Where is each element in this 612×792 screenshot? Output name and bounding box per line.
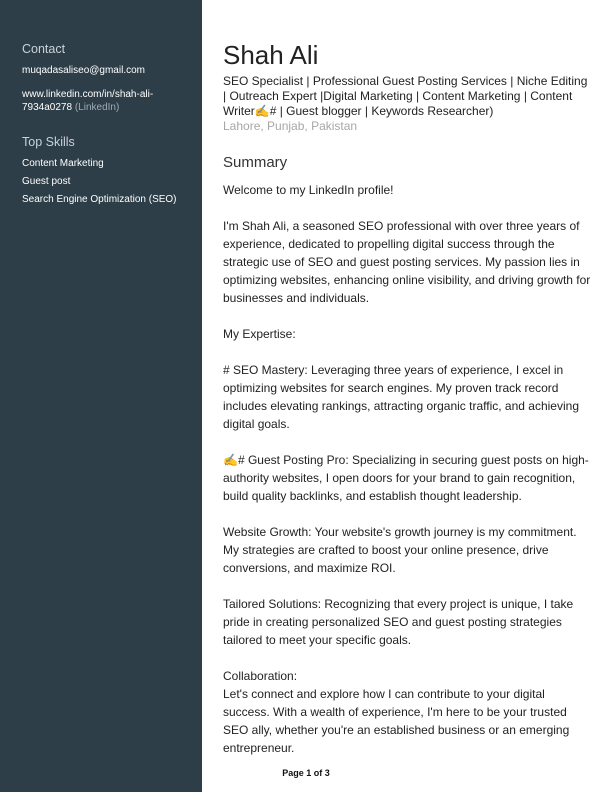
contact-heading: Contact — [22, 42, 66, 56]
sidebar — [0, 0, 202, 792]
skill-item: Search Engine Optimization (SEO) — [22, 194, 177, 205]
skill-item: Guest post — [22, 176, 71, 187]
summary-paragraph: Let's connect and explore how I can contribute to your digital success. With a wealth of experience, I'm here to be your trusted SEO ally, whether you're an established business or an emerging entrepreneur. — [223, 687, 570, 755]
linkedin-label: (LinkedIn) — [74, 102, 120, 113]
linkedin-link[interactable] — [22, 88, 192, 114]
page-footer — [0, 768, 612, 778]
summary-paragraph: My Expertise: — [223, 327, 296, 341]
email-link[interactable]: muqadasaliseo@gmail.com — [22, 65, 145, 76]
profile-location: Lahore, Punjab, Pakistan — [223, 119, 358, 133]
summary-paragraph: Tailored Solutions: Recognizing that every project is unique, I take pride in creating personalized SEO and guest posting strategies tailored to meet your specific goals. — [223, 597, 574, 647]
summary-body — [223, 181, 593, 775]
summary-title: Summary — [223, 154, 288, 171]
summary-paragraph: ✍# Guest Posting Pro: Specializing in securing guest posts on high-authority websites, I open doors for your brand to gain recognition, build quality backlinks, and establish thought leadership. — [223, 453, 589, 503]
page-number: Page 1 of 3 — [282, 768, 330, 778]
summary-paragraph: I'm Shah Ali, a seasoned SEO professional with over three years of experience, dedicated to propelling digital success through the strategic use of SEO and guest posting services. My passion lies in optimizing websites, enhancing online visibility, and driving growth for businesses and individuals. — [223, 219, 591, 305]
summary-paragraph: Collaboration: — [223, 669, 298, 683]
linkedin-url[interactable]: www.linkedin.com/in/shah-ali-7934a0278 — [22, 89, 154, 113]
summary-paragraph: Website Growth: Your website's growth journey is my commitment. My strategies are crafted to boost your online presence, drive conversions, and maximize ROI. — [223, 525, 577, 575]
summary-paragraph: # SEO Mastery: Leveraging three years of experience, I excel in optimizing websites for search engines. My proven track record includes elevating rankings, attracting organic traffic, and achieving digital goals. — [223, 363, 579, 431]
skill-item: Content Marketing — [22, 158, 104, 169]
profile-name: Shah Ali — [223, 40, 319, 70]
summary-paragraph: Welcome to my LinkedIn profile! — [223, 183, 394, 197]
skills-heading: Top Skills — [22, 135, 75, 149]
profile-headline: SEO Specialist | Professional Guest Posting Services | Niche Editing | Outreach Expert |Digital Marketing | Content Marketing | Content Writer✍# | Guest blogger | Keywords Researcher) — [223, 74, 588, 118]
